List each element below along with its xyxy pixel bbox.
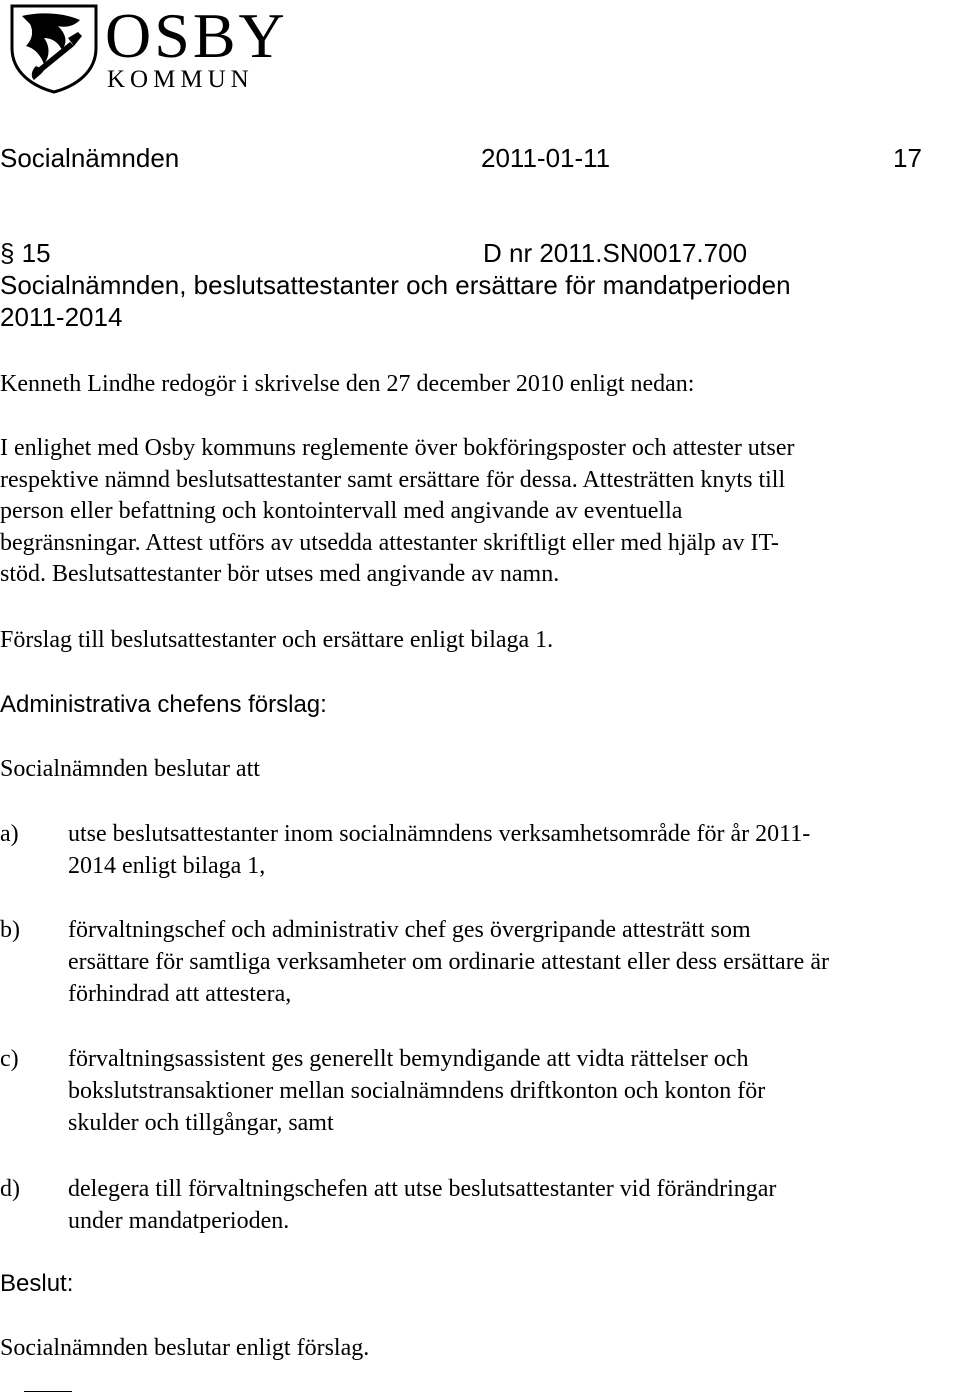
- body-line: respektive nämnd beslutsattestanter samt ersättare för dessa. Attesträtten knyts till: [0, 466, 786, 493]
- list-item-line: förvaltningschef och administrativ chef ges övergripande attesträtt som: [68, 917, 751, 943]
- decision-heading: Beslut:: [0, 1270, 74, 1297]
- body-line: person eller befattning och kontointervall med angivande av eventuella: [0, 498, 683, 524]
- list-item-line: under mandatperioden.: [68, 1208, 290, 1234]
- decision-text: Socialnämnden beslutar enligt förslag.: [0, 1335, 370, 1361]
- diary-number: D nr 2011.SN0017.700: [483, 238, 748, 268]
- list-item-label: b): [0, 917, 20, 943]
- body-line: I enlighet med Osby kommuns reglemente över bokföringsposter och attester utser: [0, 435, 795, 461]
- body-paragraph-2: [0, 625, 958, 657]
- intro-paragraph: [0, 369, 958, 401]
- body-paragraph-1: [0, 433, 958, 591]
- intro-text: Kenneth Lindhe redogör i skrivelse den 27 december 2010 enligt nedan:: [0, 371, 695, 397]
- logo-wordmark: OSBY: [105, 0, 288, 71]
- section-number: § 15: [0, 238, 51, 268]
- list-item-line: delegera till förvaltningschefen att utse beslutsattestanter vid förändringar: [68, 1176, 777, 1202]
- osby-kommun-logo: [8, 0, 288, 94]
- list-item-line: 2014 enligt bilaga 1,: [68, 853, 266, 879]
- list-item-line: förhindrad att attestera,: [68, 981, 292, 1007]
- list-item-label: d): [0, 1176, 20, 1202]
- header-page-number: 17: [893, 143, 922, 173]
- body-line: begränsningar. Attest utförs av utsedda attestanter skriftligt eller med hjälp av IT-: [0, 529, 779, 556]
- proposal-heading: Administrativa chefens förslag:: [0, 691, 327, 718]
- list-item-line: bokslutstransaktioner mellan socialnämndens driftkonton och konton för: [68, 1078, 766, 1104]
- osby-coat-of-arms-icon: [8, 2, 100, 94]
- logo-subtitle: KOMMUN: [107, 66, 254, 93]
- section-title-line-1: Socialnämnden, beslutsattestanter och ersättare för mandatperioden: [0, 270, 791, 300]
- list-item-line: utse beslutsattestanter inom socialnämndens verksamhetsområde för år 2011-: [68, 821, 811, 847]
- list-item-line: förvaltningsassistent ges generellt bemyndigande att vidta rättelser och: [68, 1046, 749, 1072]
- body-line: Förslag till beslutsattestanter och ersättare enligt bilaga 1.: [0, 627, 554, 653]
- section-title-line-2: 2011-2014: [0, 302, 123, 332]
- decision-paragraph: [0, 1333, 958, 1365]
- list-item-label: c): [0, 1046, 19, 1072]
- list-item-line: skulder och tillgångar, samt: [68, 1110, 334, 1136]
- list-item-label: a): [0, 821, 19, 847]
- proposal-lead: [0, 754, 958, 786]
- list-item-line: ersättare för samtliga verksamheter om ordinarie attestant eller dess ersättare är: [68, 949, 829, 975]
- header-organ: Socialnämnden: [0, 143, 180, 173]
- proposal-lead-text: Socialnämnden beslutar att: [0, 756, 260, 782]
- header-date: 2011-01-11: [481, 143, 611, 173]
- signature-rule: [24, 1391, 72, 1392]
- body-line: stöd. Beslutsattestanter bör utses med angivande av namn.: [0, 561, 560, 587]
